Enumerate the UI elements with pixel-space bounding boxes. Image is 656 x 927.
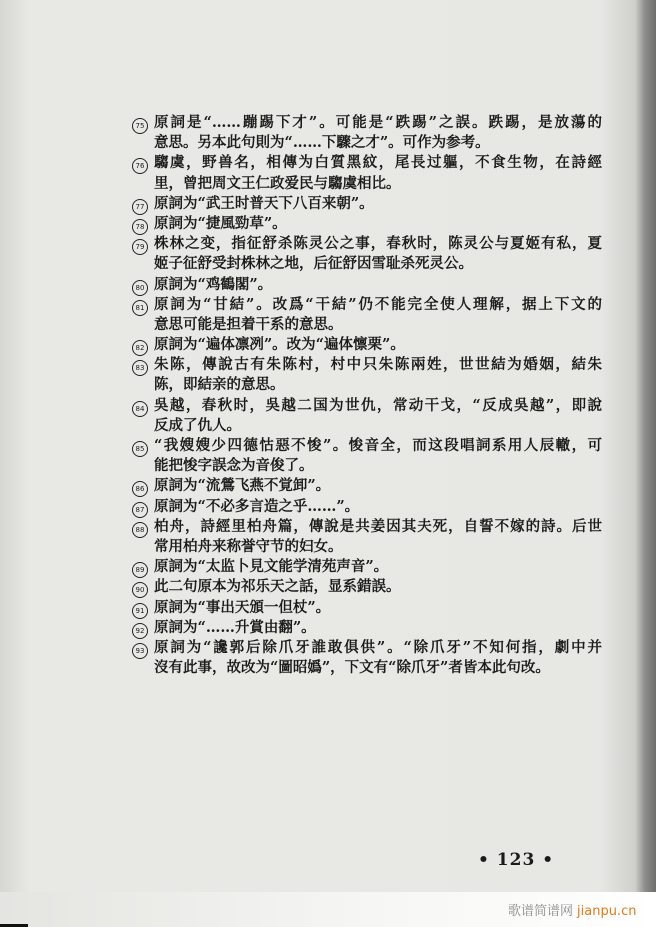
endnote-text-line: 原詞为“太监卜見文能学清苑声音”。 bbox=[154, 558, 389, 576]
endnote bbox=[132, 517, 602, 557]
endnote bbox=[132, 598, 602, 618]
endnote bbox=[132, 557, 602, 577]
endnote bbox=[132, 153, 602, 193]
endnote bbox=[132, 618, 602, 638]
endnote-marker bbox=[132, 396, 154, 416]
endnote bbox=[132, 335, 602, 355]
endnote-marker bbox=[132, 275, 154, 295]
circled-number-icon: 85 bbox=[132, 441, 148, 457]
circled-number-icon: 75 bbox=[132, 118, 148, 134]
endnote-text-line: 沒有此事，故改为“圖昭嬀”，下文有“除爪牙”者皆本此句改。 bbox=[154, 659, 550, 677]
endnote-text-line: 株林之变，指征舒杀陈灵公之事，春秋时，陈灵公与夏姬有私，夏 bbox=[154, 235, 602, 253]
endnote-text-line: 原詞为“……升賞由翻”。 bbox=[154, 618, 316, 636]
endnote-marker bbox=[132, 517, 154, 537]
endnote-text-line: 里，曾把周文王仁政爱民与騶虞相比。 bbox=[154, 174, 401, 192]
circled-number-icon: 92 bbox=[132, 623, 148, 639]
endnote-text-line: 原詞为“事出天頒一但杖”。 bbox=[154, 598, 331, 616]
endnote-marker bbox=[132, 557, 154, 577]
endnote bbox=[132, 396, 602, 436]
circled-number-icon: 87 bbox=[132, 502, 148, 518]
endnote-text-line: 原詞为“甘結”。改爲“干結”仍不能完全使人理解，据上下文的 bbox=[154, 295, 602, 313]
endnote bbox=[132, 497, 602, 517]
endnote bbox=[132, 295, 602, 335]
endnote-text-line: 此二句原本为祁乐天之話，显系錯誤。 bbox=[154, 578, 401, 596]
circled-number-icon: 93 bbox=[132, 643, 148, 659]
endnote-text-line: 原詞为“武王时普天下八百来朝”。 bbox=[154, 194, 374, 212]
circled-number-icon: 77 bbox=[132, 199, 148, 215]
endnote bbox=[132, 436, 602, 476]
endnote-marker bbox=[132, 497, 154, 517]
circled-number-icon: 83 bbox=[132, 360, 148, 376]
endnote bbox=[132, 638, 602, 678]
endnote-marker bbox=[132, 476, 154, 496]
endnote bbox=[132, 113, 602, 153]
endnote bbox=[132, 275, 602, 295]
endnote-text-line: 原詞为“鸡鶴閣”。 bbox=[154, 275, 273, 293]
endnote-marker bbox=[132, 234, 154, 254]
endnote bbox=[132, 194, 602, 214]
endnote-text-line: 原詞为“流鶯飞燕不覚卸”。 bbox=[154, 477, 331, 495]
endnote bbox=[132, 476, 602, 496]
circled-number-icon: 80 bbox=[132, 280, 148, 296]
circled-number-icon: 91 bbox=[132, 603, 148, 619]
endnote-marker bbox=[132, 153, 154, 173]
circled-number-icon: 81 bbox=[132, 300, 148, 316]
endnote-text-line: 原詞为“遍体凛冽”。改为“遍体懔栗”。 bbox=[154, 336, 405, 354]
endnote-marker bbox=[132, 618, 154, 638]
watermark-en: jianpu.cn bbox=[577, 904, 637, 919]
endnote-text-line: 意思。另本此句則为“……下驟之才”。可作为参考。 bbox=[154, 134, 490, 152]
page-number: • 123 • bbox=[478, 850, 555, 870]
endnote-text-line: 常用柏舟来称誉守节的妇女。 bbox=[154, 537, 343, 555]
circled-number-icon: 76 bbox=[132, 158, 148, 174]
circled-number-icon: 84 bbox=[132, 401, 148, 417]
endnote-marker bbox=[132, 577, 154, 597]
watermark-cn: 歌谱简谱网 bbox=[508, 904, 574, 919]
endnote-text-line: 陈，即結亲的意思。 bbox=[154, 376, 285, 394]
endnote-marker bbox=[132, 598, 154, 618]
endnote-text-line: 柏舟，詩經里柏舟篇，傳說是共姜因其夫死，自誓不嫁的詩。后世 bbox=[154, 517, 602, 535]
endnote-marker bbox=[132, 194, 154, 214]
endnote bbox=[132, 234, 602, 274]
endnote-text-line: 反成了仇人。 bbox=[154, 416, 241, 434]
endnote-marker bbox=[132, 113, 154, 133]
endnote-text-line: 意思可能是担着干系的意思。 bbox=[154, 315, 343, 333]
endnote-marker bbox=[132, 335, 154, 355]
endnote-text-line: 原詞为“捷風勁草”。 bbox=[154, 214, 287, 232]
circled-number-icon: 90 bbox=[132, 582, 148, 598]
circled-number-icon: 89 bbox=[132, 562, 148, 578]
endnote-text-line: 原詞是“……蹦踢下才”。可能是“跌踢”之誤。跌踢，是放蕩的 bbox=[154, 114, 602, 131]
endnote-text-line: 原詞为“不必多言造之乎……”。 bbox=[154, 497, 360, 515]
circled-number-icon: 78 bbox=[132, 219, 148, 235]
endnote-text-line: 能把悛字誤念为音俊了。 bbox=[154, 457, 314, 475]
endnote-text-line: “我嫂嫂少四德怙惡不悛”。悛音全，而这段唱詞系用人辰轍，可 bbox=[154, 437, 602, 454]
circled-number-icon: 88 bbox=[132, 522, 148, 538]
endnote bbox=[132, 577, 602, 597]
circled-number-icon: 86 bbox=[132, 481, 148, 497]
endnote-marker bbox=[132, 355, 154, 375]
endnote-marker bbox=[132, 214, 154, 234]
endnote-text-line: 朱陈，傳說古有朱陈村，村中只朱陈兩姓，世世結为婚姻，結朱 bbox=[154, 356, 602, 374]
endnote-text-line: 騶虞，野兽名，相傳为白質黑紋，尾長过軀，不食生物，在詩經 bbox=[154, 154, 602, 172]
circled-number-icon: 82 bbox=[132, 340, 148, 356]
circled-number-icon: 79 bbox=[132, 239, 148, 255]
endnote-marker bbox=[132, 295, 154, 315]
watermark bbox=[508, 900, 636, 919]
endnote bbox=[132, 214, 602, 234]
endnote bbox=[132, 355, 602, 395]
endnote-text-line: 原詞为“讒郭后除爪牙誰敢俱供”。“除爪牙”不知何指，劇中并 bbox=[154, 638, 602, 656]
endnote-marker bbox=[132, 436, 154, 456]
endnote-text-line: 姬子征舒受封株林之地，后征舒因雪耻杀死灵公。 bbox=[154, 255, 473, 273]
endnote-marker bbox=[132, 638, 154, 658]
endnotes-list bbox=[132, 113, 602, 678]
endnote-text-line: 吳越，春秋时，吳越二国为世仇，常动干戈，“反成吳越”，即說 bbox=[154, 396, 602, 414]
